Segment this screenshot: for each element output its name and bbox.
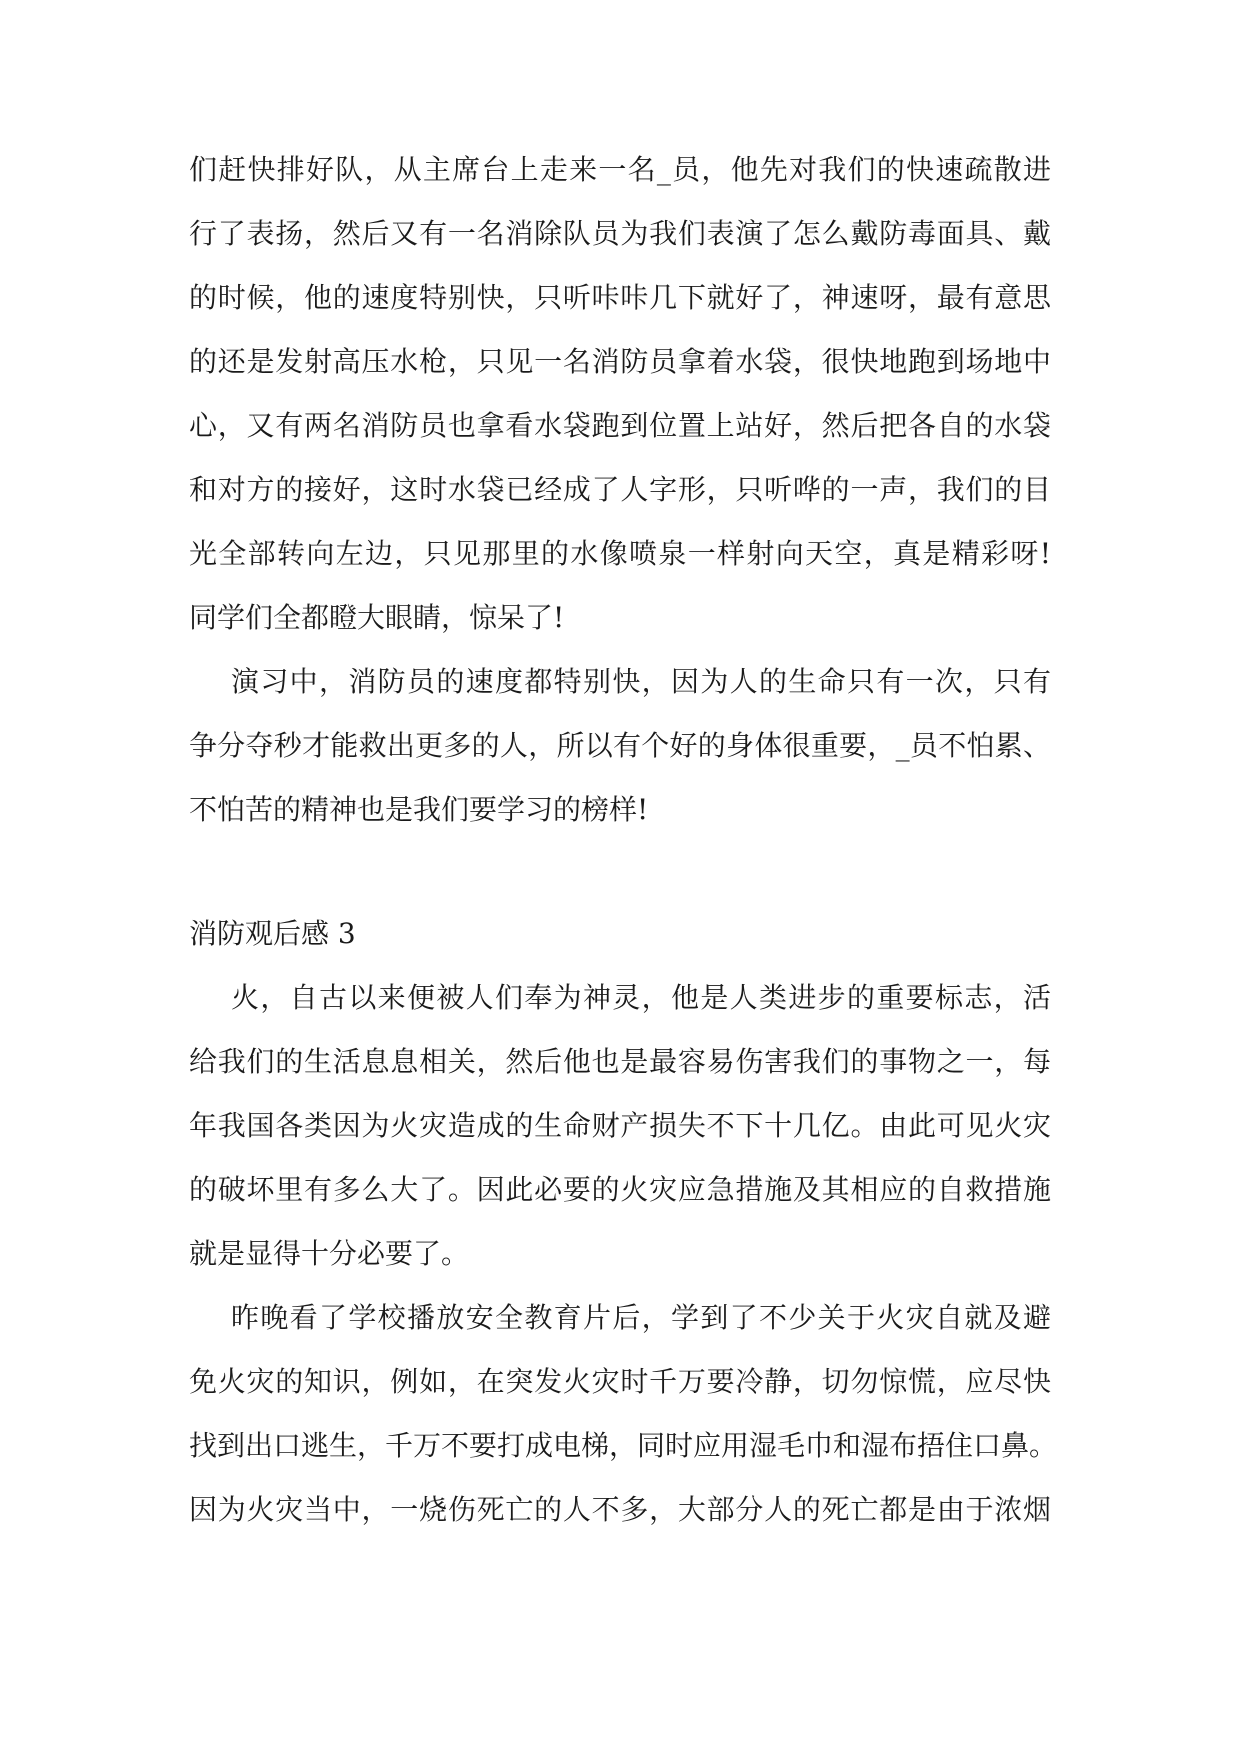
- paragraph-line: 昨晚看了学校播放安全教育片后，学到了不少关于火灾自就及避: [231, 1301, 1051, 1334]
- paragraph-line: 因为火灾当中，一烧伤死亡的人不多，大部分人的死亡都是由于浓烟: [189, 1493, 1051, 1526]
- paragraph-line: 心，又有两名消防员也拿看水袋跑到位置上站好，然后把各自的水袋: [189, 409, 1051, 442]
- paragraph-line: 的破坏里有多么大了。因此必要的火灾应急措施及其相应的自救措施: [189, 1173, 1051, 1206]
- paragraph-line: 光全部转向左边，只见那里的水像喷泉一样射向天空，真是精彩呀!: [189, 537, 1051, 570]
- section-heading: 消防观后感 3: [189, 917, 356, 950]
- paragraph-line: 不怕苦的精神也是我们要学习的榜样!: [189, 793, 649, 826]
- paragraph-line: 们赶快排好队，从主席台上走来一名_员，他先对我们的快速疏散进: [189, 153, 1051, 186]
- paragraph-line: 行了表扬，然后又有一名消除队员为我们表演了怎么戴防毒面具、戴: [189, 217, 1051, 250]
- paragraph-line: 和对方的接好，这时水袋已经成了人字形，只听哗的一声，我们的目: [189, 473, 1051, 506]
- paragraph-line: 的还是发射高压水枪，只见一名消防员拿着水袋，很快地跑到场地中: [189, 345, 1051, 378]
- paragraph-line: 年我国各类因为火灾造成的生命财产损失不下十几亿。由此可见火灾: [189, 1109, 1051, 1142]
- paragraph-line: 同学们全都瞪大眼睛，惊呆了!: [189, 601, 565, 634]
- paragraph-line: 就是显得十分必要了。: [189, 1237, 470, 1270]
- paragraph-line: 给我们的生活息息相关，然后他也是最容易伤害我们的事物之一，每: [189, 1045, 1051, 1078]
- paragraph-line: 免火灾的知识，例如，在突发火灾时千万要冷静，切勿惊慌，应尽快: [189, 1365, 1051, 1398]
- paragraph-line: 火，自古以来便被人们奉为神灵，他是人类进步的重要标志，活: [231, 981, 1051, 1014]
- paragraph-line: 争分夺秒才能救出更多的人，所以有个好的身体很重要，_员不怕累、: [189, 729, 1051, 762]
- paragraph-line: 演习中，消防员的速度都特别快，因为人的生命只有一次，只有: [231, 665, 1051, 698]
- paragraph-line: 找到出口逃生，千万不要打成电梯，同时应用湿毛巾和湿布捂住口鼻。: [189, 1429, 1058, 1462]
- paragraph-line: 的时候，他的速度特别快，只听咔咔几下就好了，神速呀，最有意思: [189, 281, 1051, 314]
